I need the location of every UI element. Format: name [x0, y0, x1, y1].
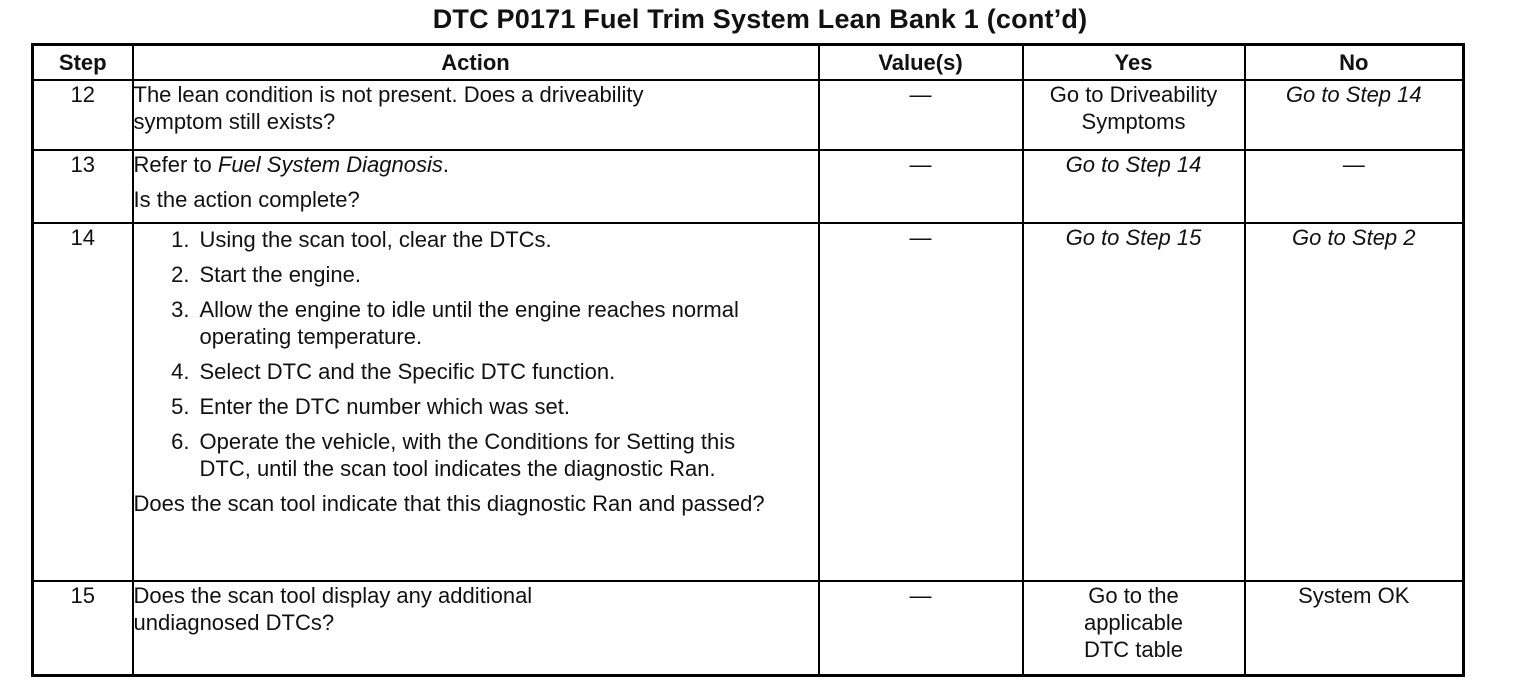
list-item: 6. Operate the vehicle, with the Conditions for Setting this DTC, until the scan tool indicates the diagnostic Ran. — [171, 429, 736, 481]
fuel-system-diagnosis-ref: Fuel System Diagnosis — [217, 152, 443, 177]
yes-text: Go to the applicable DTC table — [1083, 583, 1184, 662]
header-action: Action — [133, 45, 819, 81]
value-cell: — — [819, 80, 1023, 150]
header-yes: Yes — [1023, 45, 1245, 81]
action-prefix: Refer to — [133, 152, 218, 177]
no-cell: — — [1245, 150, 1464, 223]
value-cell: — — [819, 150, 1023, 223]
table-row — [33, 581, 1464, 675]
table-row — [33, 80, 1464, 150]
list-item: 2. Start the engine. — [171, 262, 361, 287]
table-row — [33, 150, 1464, 223]
action-text: The lean condition is not present. Does a driveability symptom still exists? — [133, 82, 644, 134]
action-suffix: . — [442, 152, 449, 177]
action-cell — [133, 223, 819, 581]
header-step: Step — [33, 45, 133, 81]
step-number: 13 — [33, 150, 133, 223]
list-item: 3. Allow the engine to idle until the engine reaches normal operating temperature. — [171, 297, 739, 349]
yes-cell: Go to Step 14 — [1023, 150, 1245, 223]
table-header-row — [33, 45, 1464, 81]
list-item: 1. Using the scan tool, clear the DTCs. — [171, 227, 552, 252]
list-item: 4. Select DTC and the Specific DTC function. — [171, 359, 616, 384]
value-cell: — — [819, 223, 1023, 581]
action-question: Is the action complete? — [133, 187, 360, 212]
action-text — [134, 151, 818, 178]
no-cell: System OK — [1245, 581, 1464, 675]
procedure-list — [134, 226, 818, 482]
page-title: DTC P0171 Fuel Trim System Lean Bank 1 (cont’d) — [432, 4, 1088, 34]
action-cell — [133, 581, 819, 675]
no-cell: Go to Step 2 — [1245, 223, 1464, 581]
yes-cell — [1023, 581, 1245, 675]
step-number: 12 — [33, 80, 133, 150]
yes-text: Go to Driveability Symptoms — [1049, 82, 1218, 134]
step-number: 14 — [33, 223, 133, 581]
header-no: No — [1245, 45, 1464, 81]
table-row — [33, 223, 1464, 581]
action-text: Does the scan tool display any additional undiagnosed DTCs? — [133, 583, 533, 635]
yes-cell — [1023, 80, 1245, 150]
value-cell: — — [819, 581, 1023, 675]
header-values: Value(s) — [819, 45, 1023, 81]
no-cell: Go to Step 14 — [1245, 80, 1464, 150]
diagnostic-table — [31, 43, 1465, 677]
action-cell — [133, 150, 819, 223]
action-cell — [133, 80, 819, 150]
list-item: 5. Enter the DTC number which was set. — [171, 394, 570, 419]
yes-cell: Go to Step 15 — [1023, 223, 1245, 581]
action-question: Does the scan tool indicate that this diagnostic Ran and passed? — [133, 491, 765, 516]
step-number: 15 — [33, 581, 133, 675]
